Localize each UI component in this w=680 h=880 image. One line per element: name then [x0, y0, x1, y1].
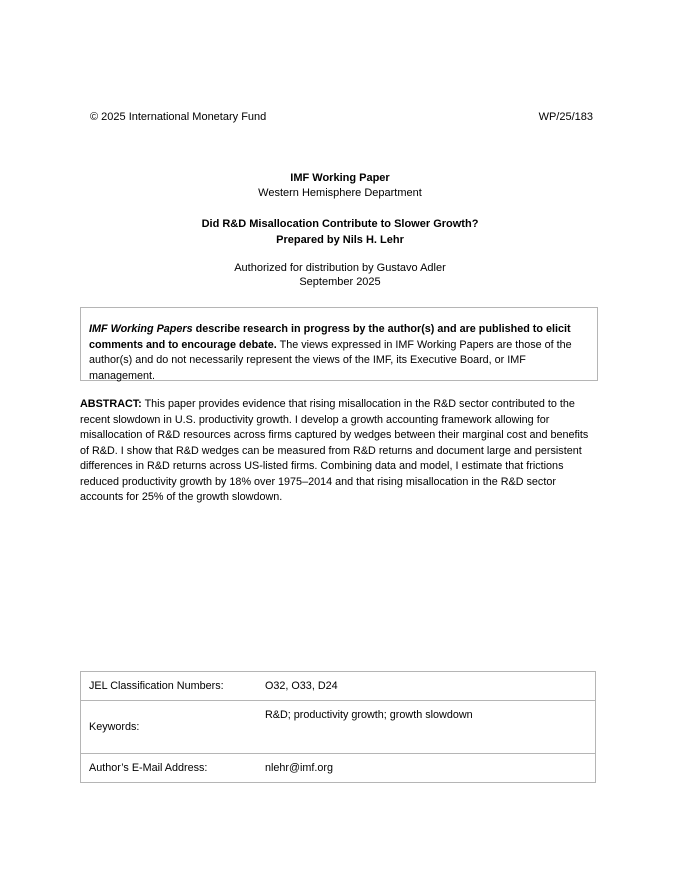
- paper-title: Did R&D Misallocation Contribute to Slower Growth?: [201, 218, 479, 230]
- copyright-notice: © 2025 International Monetary Fund: [90, 111, 267, 123]
- disclaimer-box: [80, 307, 598, 381]
- authorized-by: Authorized for distribution by Gustavo Adler: [234, 262, 446, 274]
- table-row: [81, 701, 596, 754]
- series-title: IMF Working Paper: [290, 172, 390, 184]
- jel-label: JEL Classification Numbers:: [81, 672, 266, 701]
- abstract-label: ABSTRACT:: [80, 398, 142, 410]
- disclaimer-bold-text: describe research in progress by the author(s) and are published to elicit comments and to encourage debate.: [89, 323, 571, 351]
- paper-info-table: [80, 671, 596, 783]
- email-value[interactable]: nlehr@imf.org: [265, 754, 596, 783]
- table-row: [81, 672, 596, 701]
- keywords-value: R&D; productivity growth; growth slowdown: [265, 701, 596, 754]
- jel-value: O32, O33, D24: [265, 672, 596, 701]
- department: Western Hemisphere Department: [258, 187, 422, 199]
- prepared-by: Prepared by Nils H. Lehr: [276, 234, 404, 246]
- paper-number: WP/25/183: [538, 111, 593, 123]
- email-label: Author’s E-Mail Address:: [81, 754, 266, 783]
- keywords-label: Keywords:: [81, 701, 266, 754]
- disclaimer-text: The views expressed in IMF Working Papers are those of the author(s) and do not necessarily represent the views of the IMF, its Executive Board, or IMF management.: [89, 338, 572, 382]
- abstract-text: This paper provides evidence that rising misallocation in the R&D sector contributed to the recent slowdown in U.S. productivity growth. I develop a growth accounting framework allowing for misallocation of R&D resources across firms captured by wedges between their marginal cost and benefits of R&D. I show that R&D wedges can be measured from R&D returns and document large and persistent differences in R&D returns across US-listed firms. Combining data and model, I estimate that frictions reduced productivity growth by 18% over 1975–2014 and that rising misallocation in the R&D sector accounts for 25% of the growth slowdown.: [80, 398, 589, 503]
- publication-date: September 2025: [299, 276, 381, 288]
- abstract: [80, 397, 600, 506]
- table-row: [81, 754, 596, 783]
- disclaimer-series-name: IMF Working Papers: [89, 323, 193, 335]
